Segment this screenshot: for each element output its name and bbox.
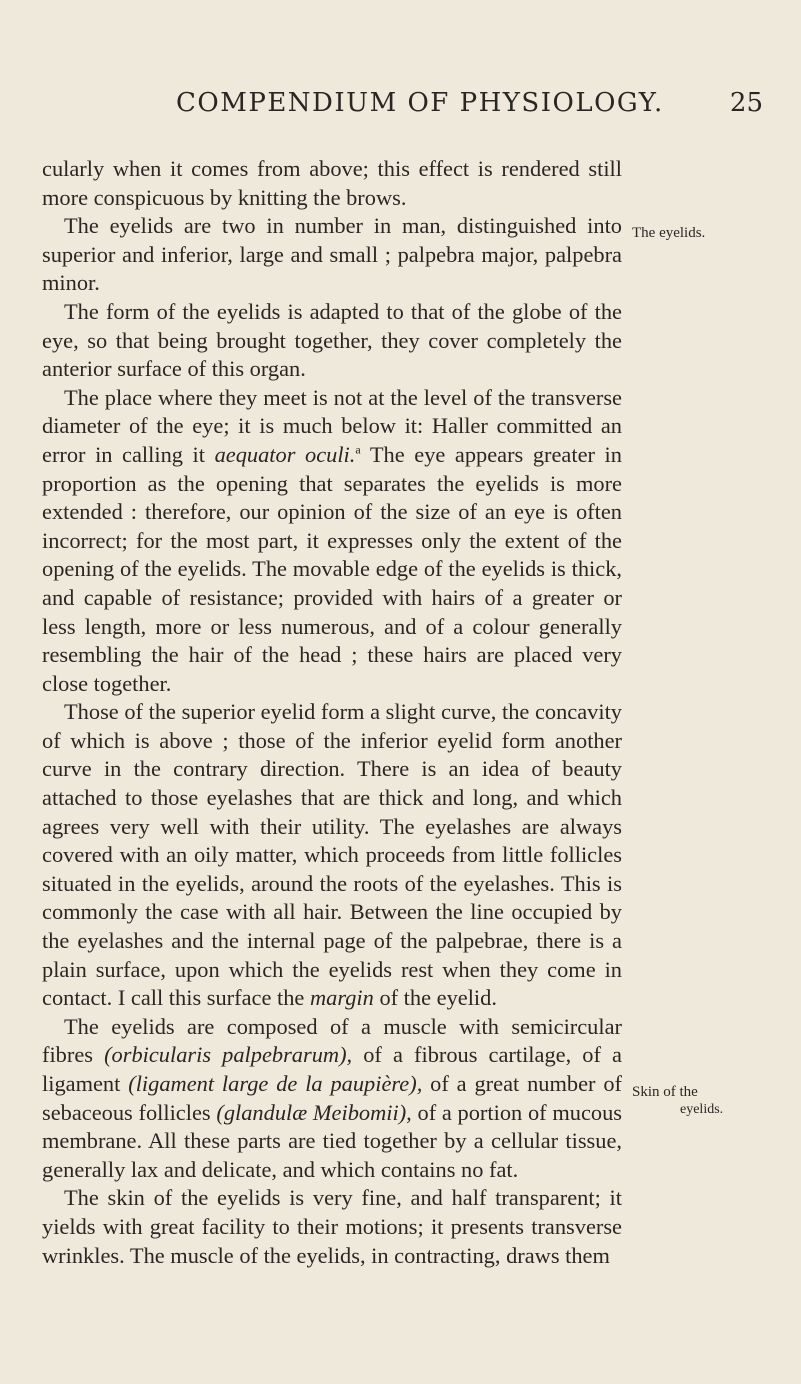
paragraph-6-text-b: of a fibrous cartilage, of a ligament <box>42 1042 622 1096</box>
paragraph-7: The skin of the eyelids is very fine, and half transparent; it yields with great facility to their motions; it presents transverse wrinkles. The muscle of the eyelids, in contracting, draws them <box>42 1185 622 1268</box>
paragraph-2: The eyelids are two in number in man, distinguished into superior and inferior, large and small ; palpebra major, palpebra minor. <box>42 213 622 296</box>
glandulae-term: (glandulæ Meibomii), <box>216 1099 412 1125</box>
paragraph-5-text-a: Those of the superior eyelid form a slight curve, the concavity of which is above ; those of the inferior eyelid form another curve in the contrary direction. There is an idea of beauty attached to those eyelashes that are thick and long, and which agrees very well with their utility. The eyelashes are always covered with an oily matter, which proceeds from little follicles situated in the eyelids, around the roots of the eyelashes. This is commonly the case with all hair. Between the line occupied by the eyelashes and the internal page of the palpebrae, there is a plain surface, upon which the eyelids rest when they come in contact. I call this surface the <box>42 699 622 1011</box>
paragraph-3: The form of the eyelids is adapted to that of the globe of the eye, so that being brought together, they cover completely the anterior surface of this organ. <box>42 298 622 382</box>
margin-note-eyelids: The eyelids. <box>632 225 706 241</box>
paragraph-6 <box>42 1013 622 1185</box>
ligament-term: (ligament large de la paupière), <box>128 1071 423 1096</box>
aequator-oculi-term: aequator oculi. <box>214 441 356 467</box>
paragraph-6-text-a: The eyelids are composed of a muscle with semicircular fibres <box>42 1013 622 1068</box>
paragraph-4 <box>42 384 622 699</box>
orbicularis-term: (orbicularis palpebrarum), <box>104 1042 353 1068</box>
paragraph-1: cularly when it comes from above; this effect is rendered still more conspicuous by knitting the brows. <box>42 156 622 210</box>
running-head <box>0 88 801 128</box>
margin-note-skin-line2: eyelids. <box>680 1102 724 1117</box>
page-number: 25 <box>729 88 763 118</box>
paragraph-5 <box>42 698 622 1013</box>
margin-term: margin <box>309 985 374 1011</box>
body-text <box>42 155 622 1270</box>
paragraph-6-text-c: of a great number of sebaceous follicles <box>42 1071 623 1125</box>
margin-note-skin <box>632 1084 801 1118</box>
paragraph-4-text-b: The eye appears greater in proportion as the opening that separates the eyelids is more extended : therefore, our opinion of the size of an eye is often incorrect; for the most part, it expresses only the extent of the opening of the eyelids. The movable edge of the eyelids is thick, and capable of resistance; provided with hairs of a greater or less length, more or less numerous, and of a colour generally resembling the hair of the head ; these hairs are placed very close together. <box>42 441 622 696</box>
margin-note-skin-line1: Skin of the <box>632 1084 698 1100</box>
footnote-marker: a <box>355 442 361 457</box>
paragraph-5-text-b: of the eyelid. <box>379 985 497 1011</box>
paragraph-6-text-d: of a portion of mucous membrane. All these parts are tied together by a cellular tissue, generally lax and delicate, and which contains no fat. <box>42 1099 622 1182</box>
paragraph-4-text-a: The place where they meet is not at the level of the transverse diameter of the eye; it is much below it: Haller committed an error in calling it <box>42 384 622 467</box>
running-head-title: COMPENDIUM OF PHYSIOLOGY. <box>176 88 664 118</box>
